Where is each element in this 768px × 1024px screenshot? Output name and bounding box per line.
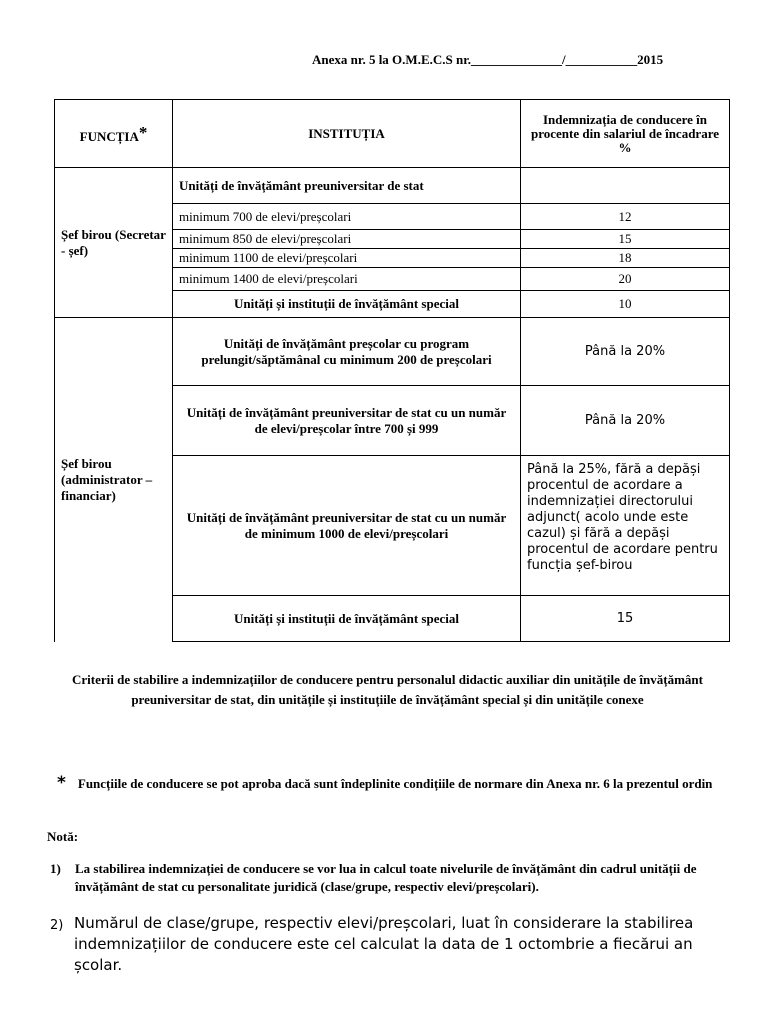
header-institution: INSTITUȚIA: [173, 100, 521, 168]
value-cell: 10: [521, 291, 730, 318]
value-cell: 20: [521, 268, 730, 291]
institution-cell: Unități de învățământ preuniversitar de stat: [173, 168, 521, 204]
table-row: [55, 168, 730, 204]
function-administrator: Șef birou (administrator – financiar): [55, 318, 173, 642]
institution-cell: minimum 1100 de elevi/preșcolari: [173, 249, 521, 268]
note-number: 2): [50, 918, 64, 933]
value-cell: 15: [521, 596, 730, 642]
institution-cell: Unități de învățământ preșcolar cu program prelungit/săptămânal cu minimum 200 de preșcolari: [173, 318, 521, 386]
institution-cell: Unități de învățământ preuniversitar de stat cu un număr de minimum 1000 de elevi/preșcolari: [173, 456, 521, 596]
note-item-1: [50, 860, 720, 896]
institution-cell: minimum 1400 de elevi/preșcolari: [173, 268, 521, 291]
header-allowance: Indemnizația de conducere în procente din salariul de încadrare %: [521, 100, 730, 168]
institution-cell: Unități și instituții de învățământ special: [173, 291, 521, 318]
footnote-star: *: [57, 773, 66, 793]
institution-cell: minimum 700 de elevi/preșcolari: [173, 204, 521, 230]
table-header-row: [55, 100, 730, 168]
note-text: La stabilirea indemnizației de conducere se vor lua in calcul toate nivelurile de învățământ din cadrul unității de învățământ de stat cu personalitate juridică (clase/grupe, respectiv elevi/preșcolari).: [75, 861, 697, 894]
value-cell: 12: [521, 204, 730, 230]
note-text: Numărul de clase/grupe, respectiv elevi/preșcolari, luat în considerare la stabilirea indemnizațiilor de conducere este cel calculat la data de 1 octombrie a fiecărui an școlar.: [74, 914, 694, 974]
institution-cell: Unități și instituții de învățământ special: [173, 596, 521, 642]
institution-cell: Unități de învățământ preuniversitar de stat cu un număr de elevi/preșcolar între 700 și 999: [173, 386, 521, 456]
annex-header: Anexa nr. 5 la O.M.E.C.S nr.______________/___________2015: [312, 52, 664, 67]
value-cell: 18: [521, 249, 730, 268]
header-function-star: *: [138, 122, 148, 142]
value-cell: 15: [521, 230, 730, 249]
table-row: [55, 318, 730, 386]
note-number: 1): [50, 861, 61, 876]
note-item-2: [50, 913, 730, 976]
criteria-title: Criterii de stabilire a indemnizațiilor de conducere pentru personalul didactic auxiliar din unitățile de învățământ preuniversitar de stat, din unitățile și instituțiile de învățământ special și din unitățile conexe: [72, 672, 703, 707]
value-cell: Până la 20%: [521, 318, 730, 386]
value-cell: Până la 25%, fără a depăși procentul de acordare a indemnizației directorului adjunct( acolo unde este cazul) și fără a depăși procentul de acordare pentru funcția șef-birou: [521, 456, 730, 596]
allowance-table: [54, 99, 730, 642]
note-label: Notă:: [47, 829, 79, 844]
value-cell: Până la 20%: [521, 386, 730, 456]
footnote-text: Funcțiile de conducere se pot aproba dacă sunt îndeplinite condițiile de normare din Anexa nr. 6 la prezentul ordin: [77, 776, 713, 791]
function-secretary: Șef birou (Secretar - șef): [55, 168, 173, 318]
star-footnote: [57, 773, 727, 794]
value-cell: [521, 168, 730, 204]
header-function: FUNCȚIA*: [55, 100, 173, 168]
institution-cell: minimum 850 de elevi/preșcolari: [173, 230, 521, 249]
